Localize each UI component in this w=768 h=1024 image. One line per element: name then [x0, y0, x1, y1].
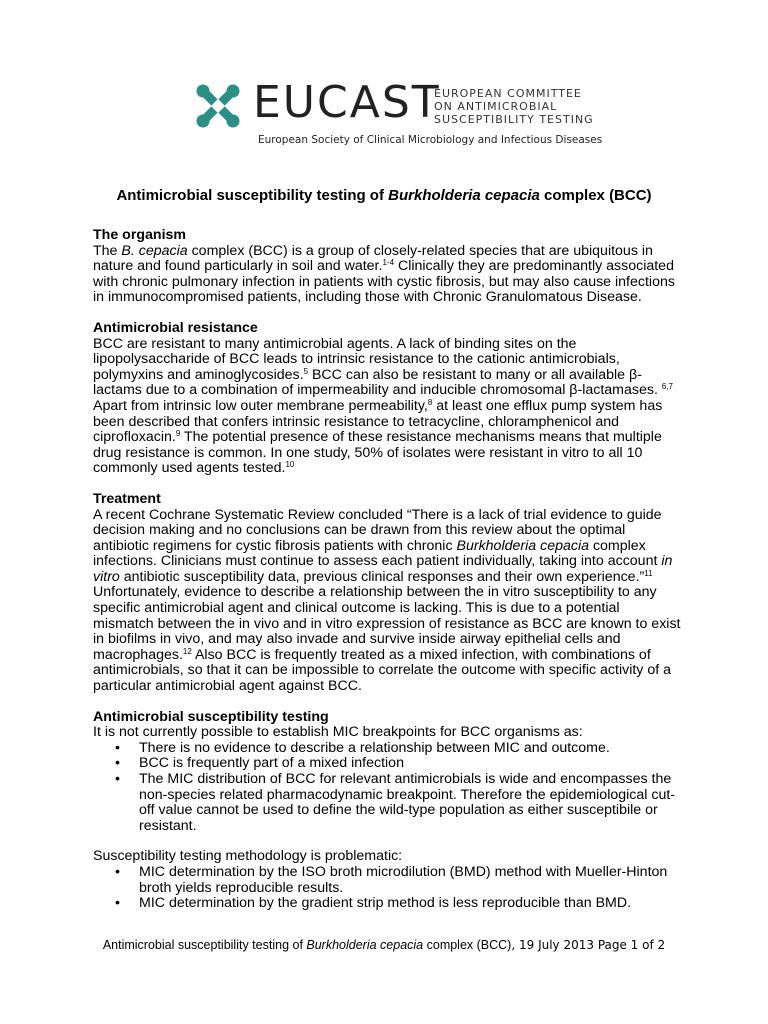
list-item: • MIC determination by the gradient strip method is less reproducible than BMD. — [139, 896, 683, 912]
document-body — [93, 228, 683, 927]
section-paragraph: The B. cepacia complex (BCC) is a group of closely-related species that are ubiquitous in nature and found particularly in soil and water.$^{1-4}$ Clinically they are predominantly associated with chronic pulmonary infection in patients with cystic fibrosis, but may also cause infections in immunocompromised patients, including those with Chronic Granulomatous Disease. — [93, 242, 675, 306]
footer-date-page: , 19 July 2013 Page 1 of 2 — [511, 938, 666, 952]
section-heading: Treatment — [93, 490, 161, 507]
section-paragraph: BCC are resistant to many antimicrobial agents. A lack of binding sites on the lipopolysaccharide of BCC leads to intrinsic resistance to the cationic antimicrobials, polymyxins and aminoglycosides.$^5$ BCC can also be resistant to many or all available β-lactams due to a combination of impermeability and inducible chromosomal β-lactamases. $^{6,7}$ Apart from intrinsic low outer membrane permeability,$^8$ at least one efflux pump system has been described that confers intrinsic resistance to tetracycline, chloramphenicol and ciprofloxacin.$^9$ The potential presence of these resistance mechanisms means that multiple drug resistance is common. In one study, 50% of isolates were resistant in vitro to all 10 commonly used agents tested.$^{10}$ — [93, 335, 673, 477]
section-paragraph: Susceptibility testing methodology is problematic: — [93, 848, 403, 865]
logo-society-text: European Society of Clinical Microbiology and Infectious Diseases — [258, 134, 603, 146]
eucast-logo — [196, 77, 616, 150]
bullet-list — [93, 865, 683, 912]
document-title: Antimicrobial susceptibility testing of Burkholderia cepacia complex (BCC) — [116, 187, 652, 204]
section-resistance — [93, 321, 683, 477]
section-treatment — [93, 492, 683, 695]
list-item: • MIC determination by the ISO broth microdilution (BMD) method with Mueller-Hinton broth yields reproducible results. — [139, 865, 683, 896]
section-paragraph: A recent Cochrane Systematic Review concluded “There is a lack of trial evidence to guide decision making and no conclusions can be drawn from this review about the optimal antibiotic regimens for cystic fibrosis patients with chronic Burkholderia cepacia complex infections. Clinicians must continue to assess each patient individually, taking into account in vitro antibiotic susceptibility data, previous clinical responses and their own experience.”$^{11}$ Unfortunately, evidence to describe a relationship between the in vitro susceptibility to any specific antimicrobial agent and clinical outcome is lacking. This is due to a potential mismatch between the in vivo and in vitro expression of resistance as BCC are known to exist in biofilms in vivo, and may also invade and survive inside airway epithelial cells and macrophages.$^{12}$ Also BCC is frequently treated as a mixed infection, with combinations of antimicrobials, so that it can be impossible to correlate the outcome with specific activity of a particular antimicrobial agent against BCC. — [93, 506, 681, 695]
committee-line: EUROPEAN COMMITTEE — [434, 87, 582, 100]
list-item: • The MIC distribution of BCC for relevant antimicrobials is wide and encompasses the non-species related pharmacodynamic breakpoint. Therefore the epidemiological cut-off value cannot be used to define the wild-type population as either susceptibile or resistant. — [139, 772, 683, 834]
eucast-cross-icon — [196, 84, 240, 128]
list-item: • There is no evidence to describe a relationship between MIC and outcome. — [139, 741, 683, 757]
committee-line: SUSCEPTIBILITY TESTING — [434, 113, 594, 126]
logo-wordmark: EUCAST — [253, 77, 441, 128]
section-paragraph: It is not currently possible to establish MIC breakpoints for BCC organisms as: — [93, 724, 583, 741]
bullet-list — [93, 741, 683, 835]
section-heading: Antimicrobial resistance — [93, 319, 258, 336]
section-heading: Antimicrobial susceptibility testing — [93, 708, 329, 725]
committee-line: ON ANTIMICROBIAL — [434, 100, 558, 113]
section-organism — [93, 228, 683, 306]
page-footer: Antimicrobial susceptibility testing of Burkholderia cepacia complex (BCC), 19 July 2013 Page 1 of 2 — [102, 938, 666, 952]
section-heading: The organism — [93, 227, 187, 243]
list-item: • BCC is frequently part of a mixed infection — [139, 756, 683, 772]
logo-committee-text — [434, 87, 594, 126]
section-ast — [93, 710, 683, 912]
